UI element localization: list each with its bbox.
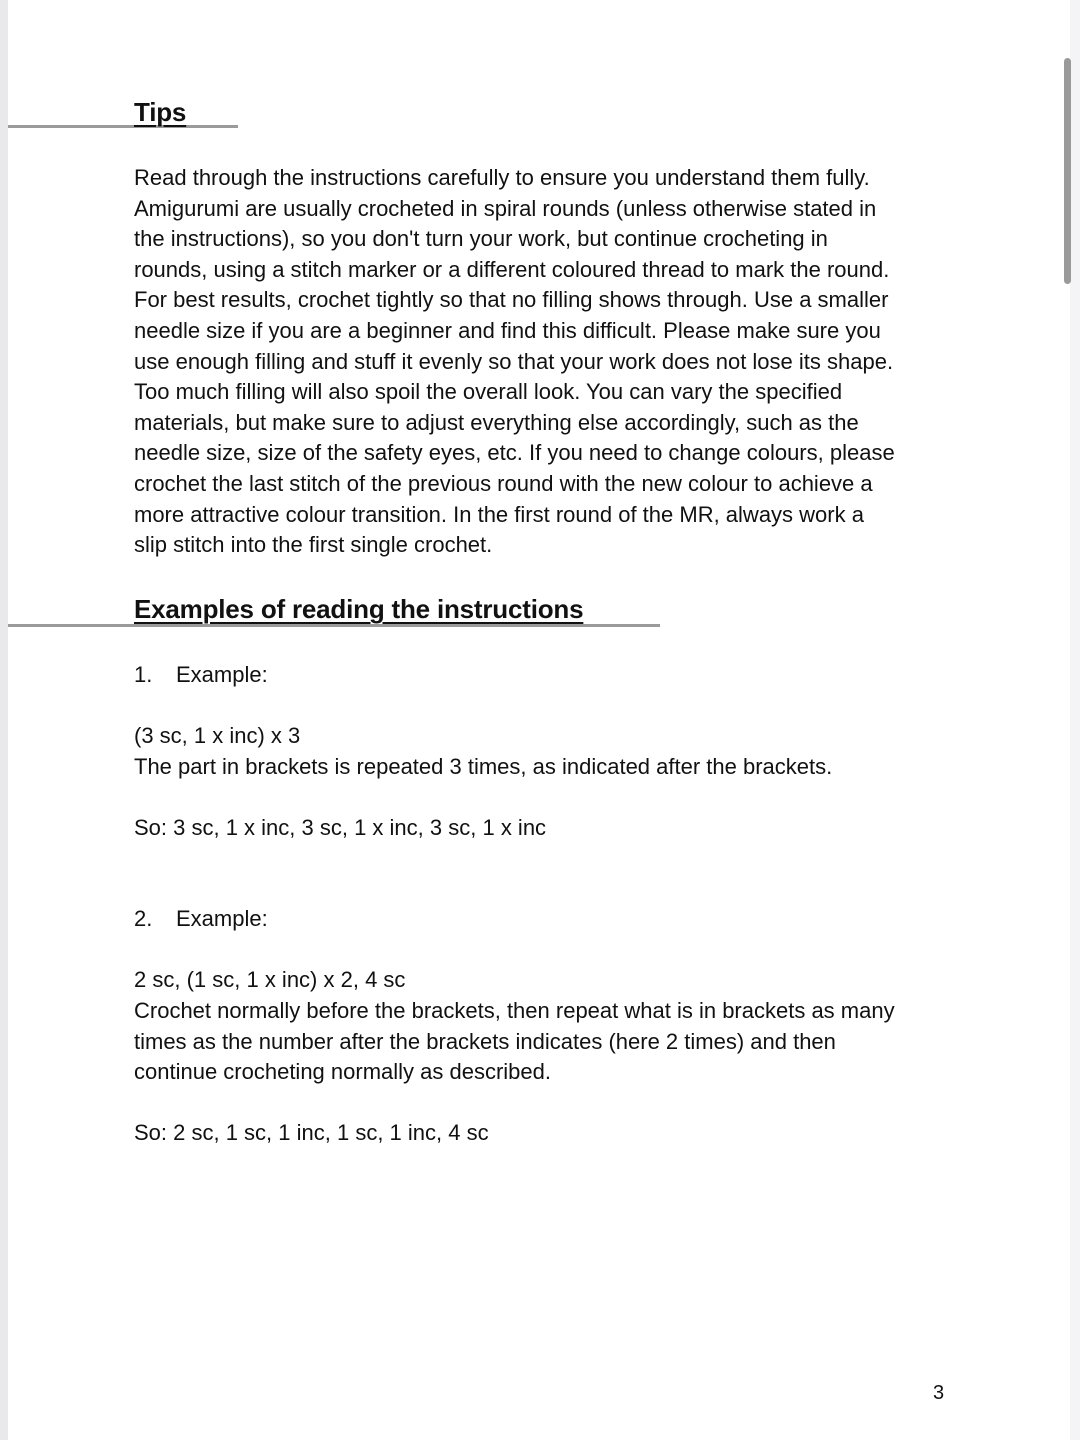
tips-line: Too much filling will also spoil the overall look. You can vary the specified: [134, 379, 843, 405]
tips-line: more attractive colour transition. In the first round of the MR, always work a: [134, 501, 864, 527]
tips-heading-text: Tips: [134, 97, 187, 127]
scrollbar-track[interactable]: [1070, 0, 1080, 1440]
scrollbar-thumb[interactable]: [1064, 58, 1071, 284]
examples-heading: [134, 594, 583, 624]
tips-line: needle size, size of the safety eyes, etc. If you need to change colours, please: [134, 440, 895, 466]
example-2-explanation-line: Crochet normally before the brackets, then repeat what is in brackets as many: [134, 998, 895, 1023]
tips-paragraph: [134, 163, 964, 561]
example-2-pattern: 2 sc, (1 sc, 1 x inc) x 2, 4 sc: [134, 967, 406, 992]
examples-heading-rule: [8, 624, 660, 627]
examples-heading-text: Examples of reading the instructions: [134, 594, 584, 624]
example-1-title: [134, 660, 268, 690]
tips-heading-rule: [8, 125, 238, 128]
tips-line: use enough filling and stuff it evenly so that your work does not lose its shape.: [134, 348, 894, 374]
example-number: 1.: [134, 662, 153, 687]
tips-line: For best results, crochet tightly so that no filling shows through. Use a smaller: [134, 287, 889, 313]
tips-line: Amigurumi are usually crocheted in spiral rounds (unless otherwise stated in: [134, 195, 877, 221]
example-2-result: So: 2 sc, 1 sc, 1 inc, 1 sc, 1 inc, 4 sc: [134, 1120, 489, 1145]
tips-line: the instructions), so you don't turn your work, but continue crocheting in: [134, 226, 828, 252]
example-number: 2.: [134, 906, 153, 931]
tips-line: crochet the last stitch of the previous round with the new colour to achieve a: [134, 470, 873, 496]
example-2-title: [134, 904, 268, 934]
tips-line: materials, but make sure to adjust everything else accordingly, such as the: [134, 409, 859, 435]
tips-heading: [134, 97, 186, 127]
tips-line: slip stitch into the first single crochet.: [134, 532, 493, 558]
page-number: 3: [933, 1382, 945, 1404]
example-label: Example:: [176, 906, 268, 931]
example-2-explanation: [134, 996, 964, 1088]
example-1-explanation: The part in brackets is repeated 3 times, as indicated after the brackets.: [134, 754, 833, 779]
tips-line: Read through the instructions carefully to ensure you understand them fully.: [134, 165, 870, 190]
example-label: Example:: [176, 662, 268, 687]
tips-line: rounds, using a stitch marker or a different coloured thread to mark the round.: [134, 256, 890, 282]
example-2-explanation-line: continue crocheting normally as described.: [134, 1059, 552, 1085]
example-1-pattern: (3 sc, 1 x inc) x 3: [134, 723, 301, 748]
example-2-explanation-line: times as the number after the brackets indicates (here 2 times) and then: [134, 1028, 836, 1054]
tips-line: needle size if you are a beginner and find this difficult. Please make sure you: [134, 317, 881, 343]
example-1-result: So: 3 sc, 1 x inc, 3 sc, 1 x inc, 3 sc, 1 x inc: [134, 815, 547, 840]
